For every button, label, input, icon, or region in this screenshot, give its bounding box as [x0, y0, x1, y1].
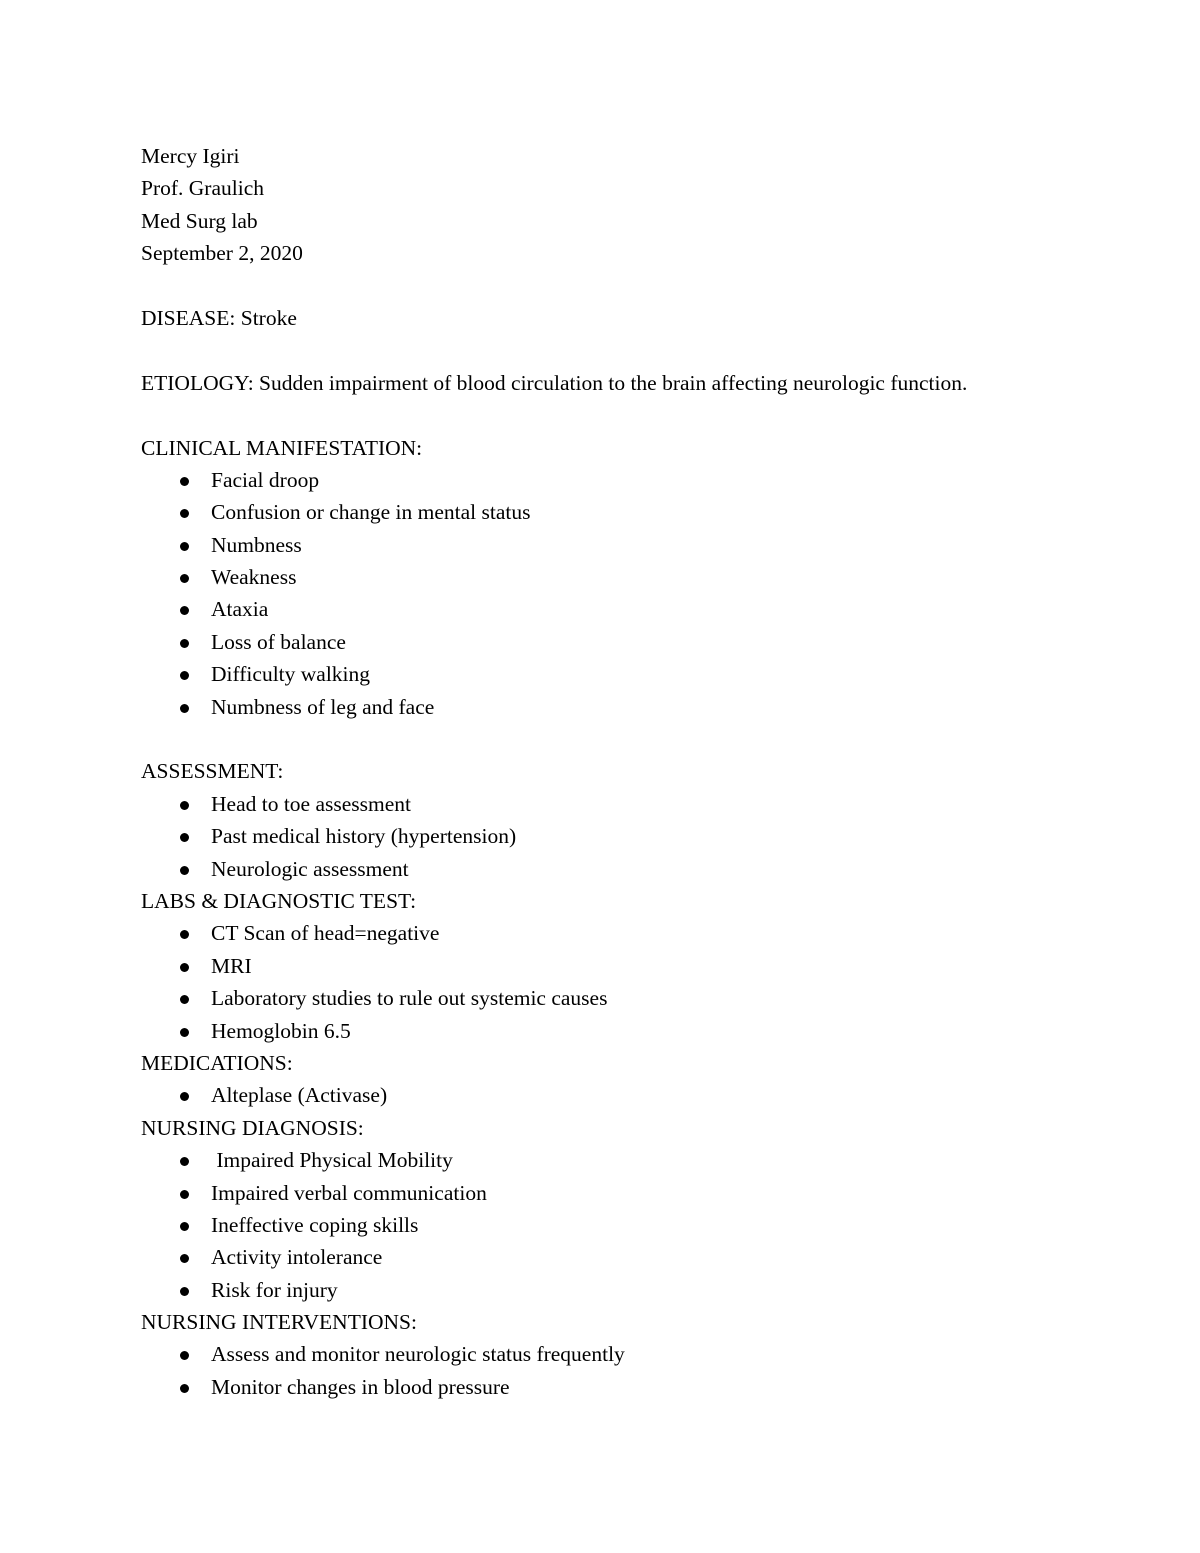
bullet-icon [180, 639, 189, 648]
list-item-text: Ataxia [211, 597, 269, 622]
list-item [141, 1177, 1121, 1209]
bullet-icon [180, 1190, 189, 1199]
bullet-icon [180, 866, 189, 875]
bullet-icon [180, 1384, 189, 1393]
bullet-icon [180, 704, 189, 713]
bullet-icon [180, 477, 189, 486]
list-item [141, 1274, 1121, 1306]
assessment-heading: ASSESSMENT: [141, 759, 284, 784]
disease-line: DISEASE: Stroke [141, 305, 297, 330]
bullet-icon [180, 606, 189, 615]
list-item-text: Ineffective coping skills [211, 1212, 419, 1237]
list-item-text: Assess and monitor neurologic status frequently [211, 1342, 625, 1367]
list-item-text: Impaired verbal communication [211, 1180, 487, 1205]
list-item-text: Past medical history (hypertension) [211, 824, 517, 849]
bullet-icon [180, 542, 189, 551]
list-item-text: Risk for injury [211, 1277, 338, 1302]
list-item-text: MRI [211, 953, 252, 978]
list-item [141, 529, 1121, 561]
list-item [141, 626, 1121, 658]
list-item [141, 1241, 1121, 1273]
list-item-text: Confusion or change in mental status [211, 500, 531, 525]
list-item-text: Numbness of leg and face [211, 694, 435, 719]
list-item-text: Facial droop [211, 467, 320, 492]
list-item-text: Numbness [211, 532, 302, 557]
medications-list [141, 1079, 1121, 1111]
etiology-line: ETIOLOGY: Sudden impairment of blood circulation to the brain affecting neurologic function. [141, 370, 968, 395]
spacer [141, 270, 1121, 302]
list-item-text: Neurologic assessment [211, 856, 409, 881]
list-item [141, 1144, 1121, 1176]
list-item [141, 658, 1121, 690]
bullet-icon [180, 801, 189, 810]
bullet-icon [180, 509, 189, 518]
list-item [141, 1209, 1121, 1241]
list-item-text: Activity intolerance [211, 1245, 383, 1270]
professor-name: Prof. Graulich [141, 176, 264, 201]
bullet-icon [180, 574, 189, 583]
list-item [141, 820, 1121, 852]
clinical-list [141, 464, 1121, 723]
student-name: Mercy Igiri [141, 144, 240, 168]
nursing-diagnosis-list [141, 1144, 1121, 1306]
list-item-text: Weakness [211, 565, 297, 590]
nursing-interventions-heading: NURSING INTERVENTIONS: [141, 1310, 417, 1335]
clinical-heading: CLINICAL MANIFESTATION: [141, 435, 423, 460]
list-item-text: Difficulty walking [211, 662, 371, 687]
list-item [141, 1079, 1121, 1111]
bullet-icon [180, 1092, 189, 1101]
document-body [141, 140, 1121, 1403]
list-item [141, 917, 1121, 949]
list-item-text: CT Scan of head=negative [211, 921, 440, 946]
list-item [141, 1338, 1121, 1370]
nursing-diagnosis-heading: NURSING DIAGNOSIS: [141, 1115, 364, 1140]
bullet-icon [180, 1287, 189, 1296]
bullet-icon [180, 1028, 189, 1037]
bullet-icon [180, 1254, 189, 1263]
list-item-text: Laboratory studies to rule out systemic causes [211, 986, 608, 1011]
spacer [141, 399, 1121, 431]
list-item [141, 691, 1121, 723]
nursing-interventions-list [141, 1338, 1121, 1403]
list-item-text: Alteplase (Activase) [211, 1083, 388, 1108]
bullet-icon [180, 995, 189, 1004]
bullet-icon [180, 1157, 189, 1166]
medications-heading: MEDICATIONS: [141, 1050, 293, 1075]
list-item [141, 1015, 1121, 1047]
list-item [141, 1371, 1121, 1403]
list-item [141, 950, 1121, 982]
list-item-text: Hemoglobin 6.5 [211, 1018, 351, 1043]
bullet-icon [180, 963, 189, 972]
assessment-list [141, 788, 1121, 885]
spacer [141, 334, 1121, 366]
list-item [141, 853, 1121, 885]
labs-heading: LABS & DIAGNOSTIC TEST: [141, 888, 417, 913]
list-item-text: Loss of balance [211, 629, 346, 654]
list-item-text: Monitor changes in blood pressure [211, 1374, 510, 1399]
list-item [141, 788, 1121, 820]
labs-list [141, 917, 1121, 1047]
bullet-icon [180, 1222, 189, 1231]
list-item [141, 496, 1121, 528]
list-item [141, 464, 1121, 496]
bullet-icon [180, 930, 189, 939]
bullet-icon [180, 833, 189, 842]
course-name: Med Surg lab [141, 208, 258, 233]
list-item [141, 593, 1121, 625]
bullet-icon [180, 671, 189, 680]
list-item-text: Head to toe assessment [211, 791, 412, 816]
spacer [141, 723, 1121, 755]
list-item-text: Impaired Physical Mobility [211, 1148, 453, 1173]
document-date: September 2, 2020 [141, 241, 303, 266]
bullet-icon [180, 1351, 189, 1360]
list-item [141, 561, 1121, 593]
list-item [141, 982, 1121, 1014]
